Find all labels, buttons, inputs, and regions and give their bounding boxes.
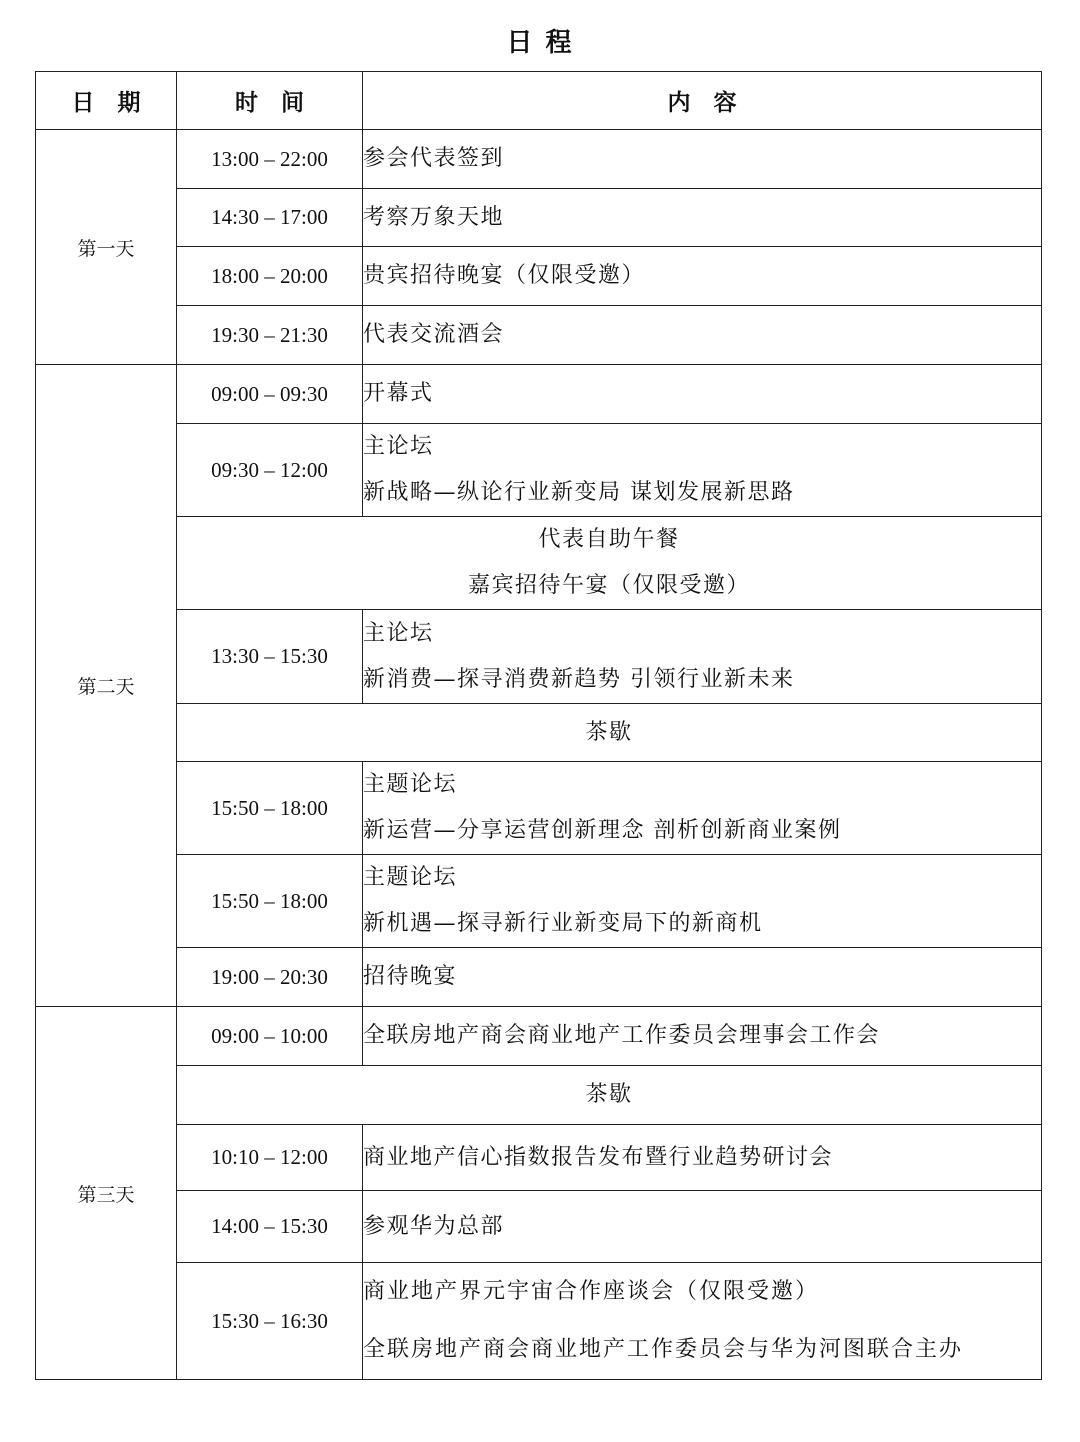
header-date: 日 期 xyxy=(36,72,177,130)
time-cell: 09:30 – 12:00 xyxy=(177,424,363,517)
tea-break-cell xyxy=(177,704,1042,762)
time-cell: 13:00 – 22:00 xyxy=(177,130,363,189)
day-label: 第一天 xyxy=(36,130,177,365)
content-cell xyxy=(363,247,1042,306)
content-line: 开幕式 xyxy=(363,381,434,406)
day-label: 第二天 xyxy=(36,365,177,1007)
time-cell: 18:00 – 20:00 xyxy=(177,247,363,306)
table-row xyxy=(36,247,1042,306)
header-row xyxy=(36,72,1042,130)
table-row xyxy=(36,130,1042,189)
content-line: 贵宾招待晚宴（仅限受邀） xyxy=(363,263,646,288)
time-cell: 14:30 – 17:00 xyxy=(177,189,363,247)
time-cell: 15:50 – 18:00 xyxy=(177,855,363,948)
table-row xyxy=(36,1066,1042,1125)
table-row xyxy=(36,762,1042,855)
time-cell: 15:50 – 18:00 xyxy=(177,762,363,855)
content-line: 新机遇—探寻新行业新变局下的新商机 xyxy=(363,911,763,936)
content-line: 主题论坛 xyxy=(363,772,458,797)
time-cell: 19:00 – 20:30 xyxy=(177,948,363,1007)
table-row xyxy=(36,1191,1042,1263)
content-cell xyxy=(363,855,1042,948)
content-line: 新运营—分享运营创新理念 剖析创新商业案例 xyxy=(363,818,842,843)
table-row xyxy=(36,1125,1042,1191)
table-row xyxy=(36,1263,1042,1380)
content-cell xyxy=(363,1191,1042,1263)
content-line: 主论坛 xyxy=(363,620,434,646)
content-line: 新战略—纵论行业新变局 谋划发展新思路 xyxy=(363,480,795,505)
table-row xyxy=(36,189,1042,247)
content-cell xyxy=(363,610,1042,704)
lunch-cell xyxy=(177,517,1042,610)
content-line: 全联房地产商会商业地产工作委员会与华为河图联合主办 xyxy=(363,1337,964,1362)
content-cell xyxy=(363,948,1042,1007)
table-row xyxy=(36,517,1042,610)
table-row xyxy=(36,948,1042,1007)
header-time: 时 间 xyxy=(177,72,363,130)
content-line: 嘉宾招待午宴（仅限受邀） xyxy=(467,573,750,598)
content-line: 主论坛 xyxy=(363,434,434,459)
content-cell xyxy=(363,130,1042,189)
content-line: 新消费—探寻消费新趋势 引领行业新未来 xyxy=(363,666,795,692)
content-cell xyxy=(363,306,1042,365)
time-cell: 09:00 – 09:30 xyxy=(177,365,363,424)
time-cell: 10:10 – 12:00 xyxy=(177,1125,363,1191)
content-line: 招待晚宴 xyxy=(363,964,458,989)
content-cell xyxy=(363,1263,1042,1380)
table-row xyxy=(36,306,1042,365)
content-line: 商业地产界元宇宙合作座谈会（仅限受邀） xyxy=(363,1279,820,1304)
content-line: 全联房地产商会商业地产工作委员会理事会工作会 xyxy=(363,1023,881,1048)
schedule-table xyxy=(35,71,1042,1380)
table-row xyxy=(36,424,1042,517)
content-cell xyxy=(363,762,1042,855)
page-title: 日 程 xyxy=(506,28,574,58)
table-row xyxy=(36,1007,1042,1066)
content-cell xyxy=(363,1007,1042,1066)
content-line: 主题论坛 xyxy=(363,865,458,890)
table-row xyxy=(36,855,1042,948)
content-line: 商业地产信心指数报告发布暨行业趋势研讨会 xyxy=(363,1144,834,1170)
content-line: 参观华为总部 xyxy=(363,1213,505,1239)
content-cell xyxy=(363,365,1042,424)
table-row xyxy=(36,704,1042,762)
tea-break-cell xyxy=(177,1066,1042,1125)
time-cell: 09:00 – 10:00 xyxy=(177,1007,363,1066)
content-line: 茶歇 xyxy=(585,1082,633,1107)
content-cell xyxy=(363,1125,1042,1191)
content-line: 代表交流酒会 xyxy=(363,322,505,347)
time-cell: 15:30 – 16:30 xyxy=(177,1263,363,1380)
header-content: 内 容 xyxy=(363,72,1042,130)
content-line: 茶歇 xyxy=(585,719,633,745)
table-row xyxy=(36,610,1042,704)
content-line: 考察万象天地 xyxy=(363,204,505,230)
time-cell: 14:00 – 15:30 xyxy=(177,1191,363,1263)
content-cell xyxy=(363,424,1042,517)
table-row xyxy=(36,365,1042,424)
day-label: 第三天 xyxy=(36,1007,177,1380)
content-line: 代表自助午餐 xyxy=(538,527,680,552)
content-cell xyxy=(363,189,1042,247)
content-line: 参会代表签到 xyxy=(363,146,505,171)
time-cell: 19:30 – 21:30 xyxy=(177,306,363,365)
time-cell: 13:30 – 15:30 xyxy=(177,610,363,704)
